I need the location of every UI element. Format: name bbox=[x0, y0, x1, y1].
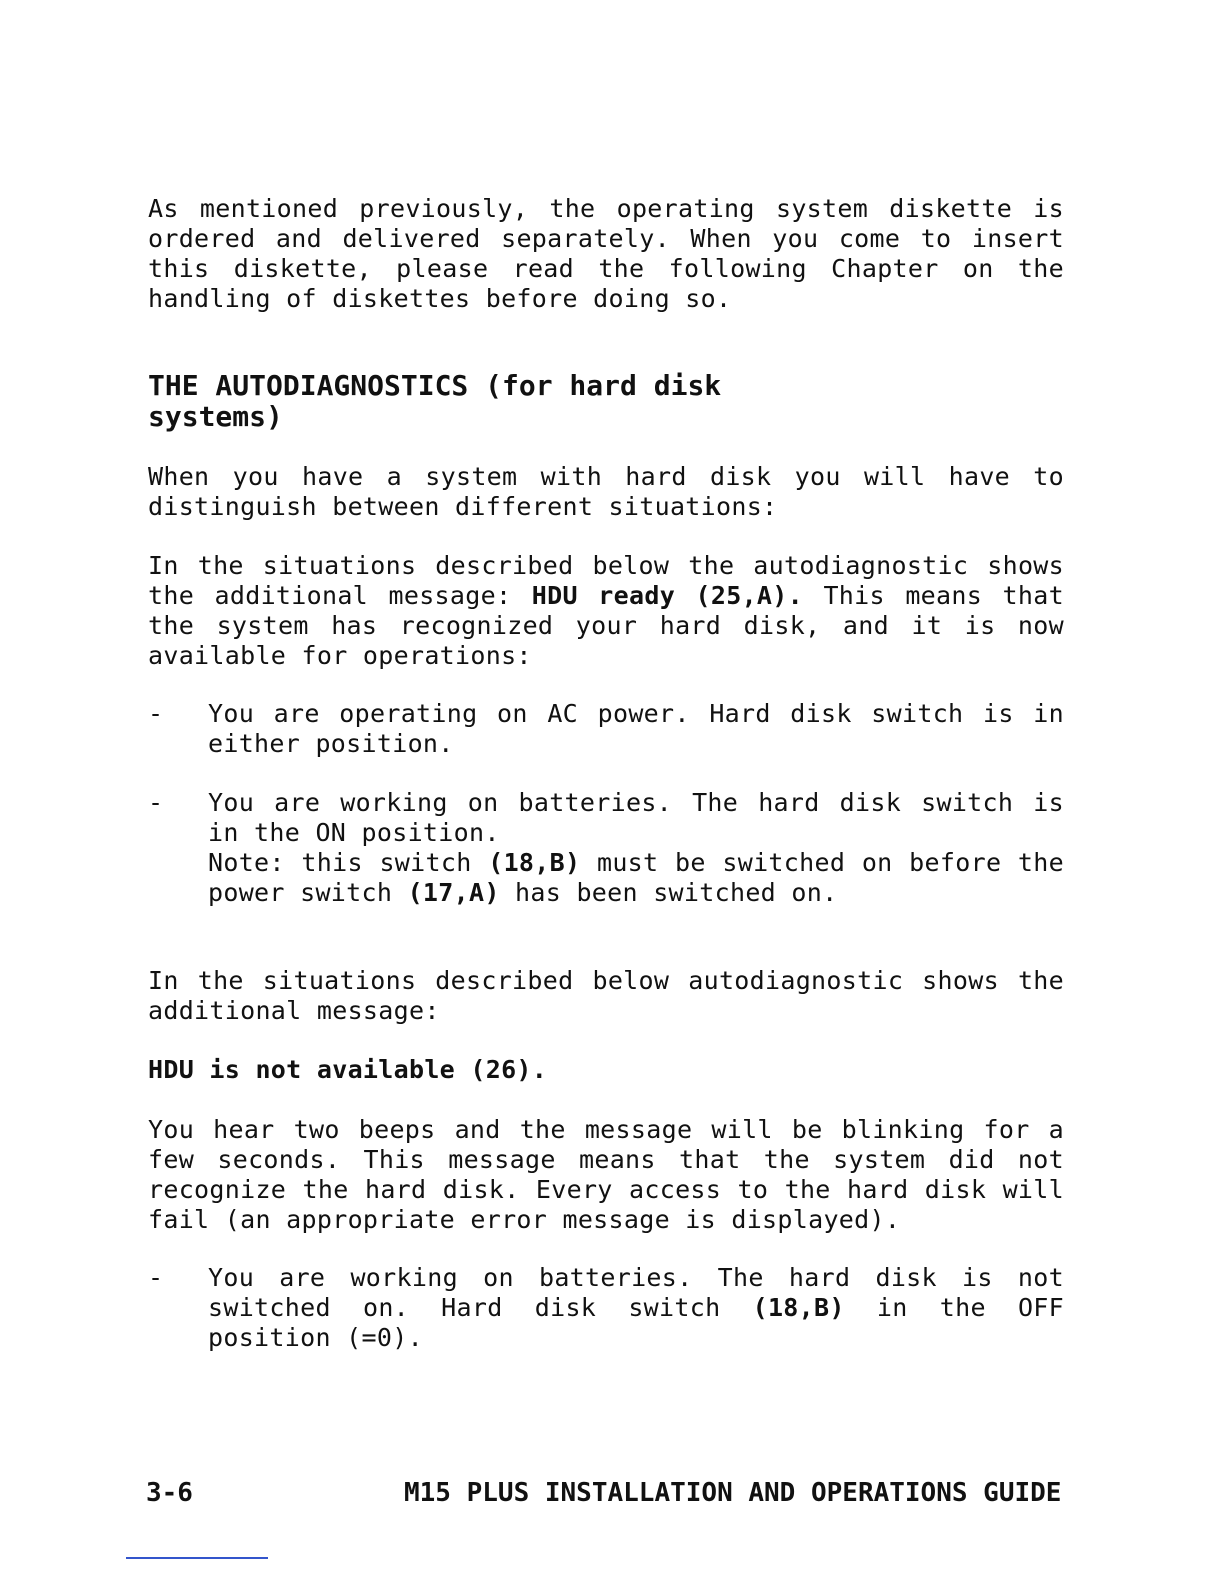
note-before: Note: this switch bbox=[208, 848, 472, 877]
hard-disk-intro-paragraph: When you have a system with hard disk you will have to distinguish between different situations: bbox=[148, 462, 1064, 521]
note-mid: must be switched on before the power switch bbox=[208, 848, 1064, 907]
intro-paragraph: As mentioned previously, the operating system diskette is ordered and delivered separately. When you come to insert this diskette, please read the following Chapter on the handling of diskettes before doing so. bbox=[148, 194, 1064, 313]
note-ref-power: (17,A) bbox=[407, 878, 500, 907]
list-item-text bbox=[208, 1263, 1064, 1353]
hdu-ready-message: HDU ready (25,A). bbox=[531, 581, 803, 610]
list-item-text bbox=[208, 788, 1064, 908]
battery-off-text-after: in the OFF position (=0). bbox=[208, 1293, 1065, 1352]
list-item bbox=[148, 788, 1064, 910]
not-available-intro-paragraph: In the situations described below autodiagnostic shows the additional message: bbox=[148, 966, 1064, 1025]
list-item-text: You are operating on AC power. Hard disk switch is in either position. bbox=[208, 699, 1064, 758]
hdu-not-available-message: HDU is not available (26). bbox=[148, 1055, 548, 1084]
note-ref-switch: (18,B) bbox=[488, 848, 581, 877]
battery-on-text: You are working on batteries. The hard disk switch is in the ON position. bbox=[208, 788, 1064, 847]
ready-paragraph bbox=[148, 551, 1064, 671]
list-item bbox=[148, 699, 1064, 761]
note-after: has been switched on. bbox=[515, 878, 838, 907]
page-number: 3-6 bbox=[146, 1478, 193, 1508]
ready-text-before: In the situations described below the autodiagnostic shows the additional message: bbox=[148, 551, 1064, 610]
footer-title: M15 PLUS INSTALLATION AND OPERATIONS GUIDE bbox=[404, 1478, 1062, 1508]
battery-off-text: You are working on batteries. The hard disk is not switched on. Hard disk switch bbox=[208, 1263, 1064, 1322]
list-dash: - bbox=[148, 1263, 164, 1292]
list-item bbox=[148, 1263, 1064, 1355]
beeps-paragraph: You hear two beeps and the message will be blinking for a few seconds. This message means that the system did not recognize the hard disk. Every access to the hard disk will fail (an appropriate error message is displayed). bbox=[148, 1115, 1064, 1234]
switch-note bbox=[208, 848, 1064, 908]
section-heading: THE AUTODIAGNOSTICS (for hard disk systems) bbox=[148, 369, 722, 433]
list-dash: - bbox=[148, 788, 164, 817]
bottom-rule bbox=[126, 1557, 268, 1559]
ready-text-after: This means that the system has recognized your hard disk, and it is now available for operations: bbox=[148, 581, 1064, 670]
list-dash: - bbox=[148, 699, 164, 728]
switch-ref: (18,B) bbox=[752, 1293, 845, 1322]
